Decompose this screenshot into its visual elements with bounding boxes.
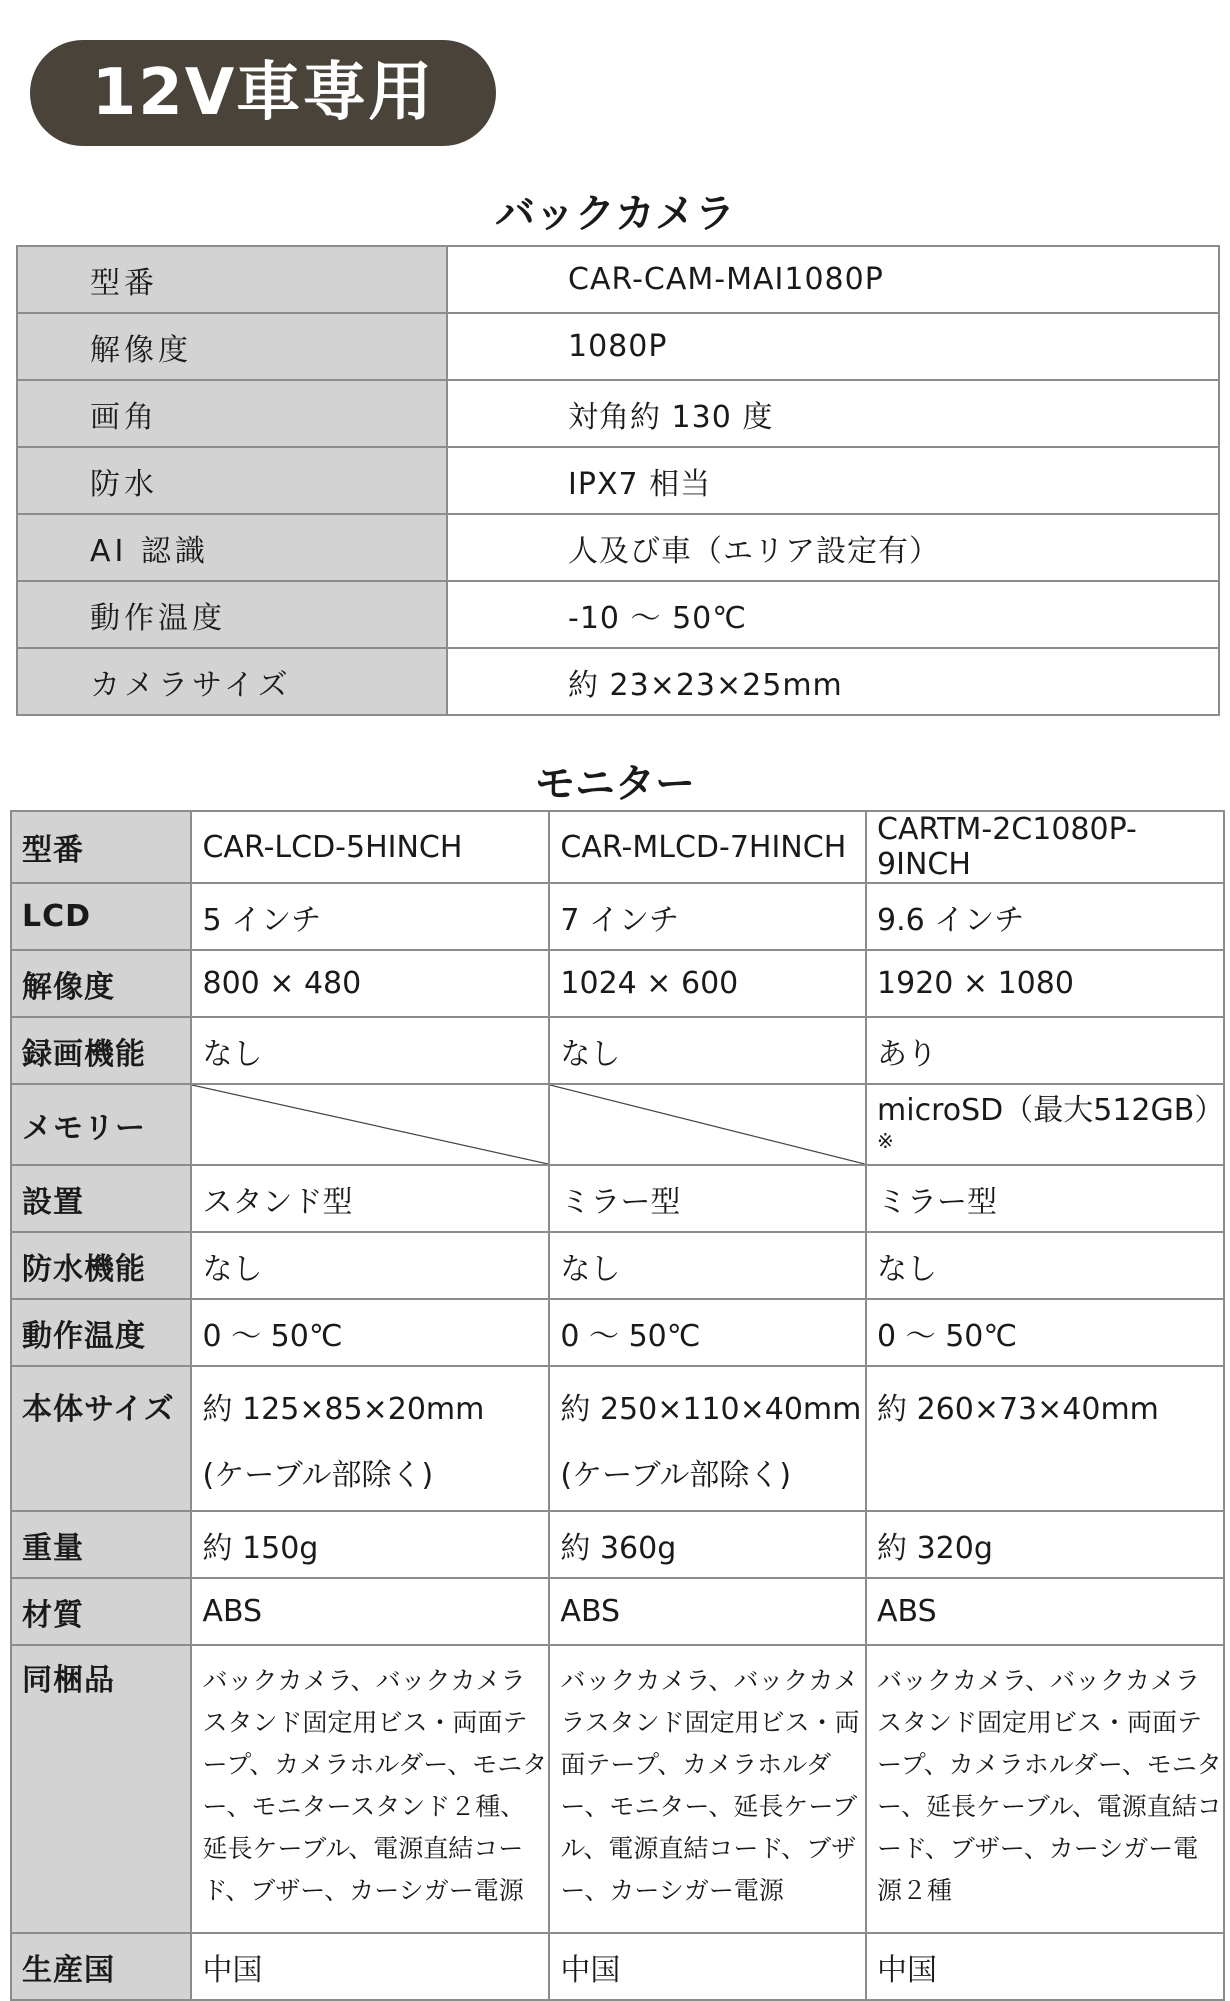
table-row [11,1084,1224,1165]
table-row [11,1366,1224,1511]
spec-label: 同梱品 [11,1645,191,1933]
spec-label: 動作温度 [11,1299,191,1366]
spec-value: 対角約 130 度 [447,380,1219,447]
spec-label: 動作温度 [17,581,447,648]
spec-label: 解像度 [11,950,191,1017]
spec-value: バックカメラ、バックカメラスタンド固定用ビス・両面テープ、カメラホルダー、モニター、延長ケーブル、電源直結コード、ブザー、カーシガー電源 [549,1645,866,1933]
spec-value [549,1366,866,1511]
diagonal-slash [550,1085,865,1164]
spec-value: 約 320g [866,1511,1224,1578]
table-row [17,447,1219,514]
spec-label: 型番 [11,811,191,883]
spec-value: -10 〜 50℃ [447,581,1219,648]
spec-value: 中国 [191,1933,549,2000]
table-row [17,514,1219,581]
spec-value: ABS [191,1578,549,1645]
spec-value: ABS [549,1578,866,1645]
memory-value: microSD（最大512GB） [877,1093,1225,1128]
table-row [11,1232,1224,1299]
spec-value: 約 360g [549,1511,866,1578]
table-row [11,1165,1224,1232]
spec-value: バックカメラ、バックカメラスタンド固定用ビス・両面テープ、カメラホルダー、モニター、モニタースタンド２種、延長ケーブル、電源直結コード、ブザー、カーシガー電源 [191,1645,549,1933]
spec-label: 設置 [11,1165,191,1232]
table-row [17,581,1219,648]
table-row [11,811,1224,883]
table-row [11,1017,1224,1084]
spec-value: あり [866,1017,1224,1084]
size-value: 約 125×85×20mm [202,1392,485,1427]
spec-label: メモリー [11,1084,191,1165]
spec-value: なし [866,1232,1224,1299]
spec-value: CAR-LCD-5HINCH [191,811,549,883]
spec-value: バックカメラ、バックカメラスタンド固定用ビス・両面テープ、カメラホルダー、モニター、延長ケーブル、電源直結コード、ブザー、カーシガー電源２種 [866,1645,1224,1933]
spec-value: スタンド型 [191,1165,549,1232]
spec-value [191,1366,549,1511]
spec-value: ミラー型 [866,1165,1224,1232]
diagonal-slash [192,1085,548,1164]
table-row [11,883,1224,950]
table-row [11,1578,1224,1645]
spec-label: 解像度 [17,313,447,380]
spec-value: 5 インチ [191,883,549,950]
spec-label: AI 認識 [17,514,447,581]
table-row [11,1645,1224,1933]
spec-label: LCD [11,883,191,950]
spec-label: 重量 [11,1511,191,1578]
not-applicable-cell [191,1084,549,1165]
spec-label: 防水機能 [11,1232,191,1299]
spec-label: 画角 [17,380,447,447]
monitor-spec-table [10,810,1225,2001]
table-row [17,648,1219,715]
footnote-mark: ※ [877,1129,894,1153]
spec-value [866,1084,1224,1165]
spec-value: ミラー型 [549,1165,866,1232]
table-row [11,1511,1224,1578]
spec-value: 0 〜 50℃ [866,1299,1224,1366]
table-row [11,950,1224,1017]
camera-spec-table [16,245,1220,716]
table-row [17,246,1219,313]
spec-value: 7 インチ [549,883,866,950]
spec-value [866,1366,1224,1511]
spec-value: CAR-MLCD-7HINCH [549,811,866,883]
spec-value: CAR-CAM-MAI1080P [447,246,1219,313]
spec-label: 本体サイズ [11,1366,191,1511]
spec-label: 材質 [11,1578,191,1645]
spec-value: 1920 × 1080 [866,950,1224,1017]
spec-value: IPX7 相当 [447,447,1219,514]
spec-value: ABS [866,1578,1224,1645]
spec-value: 0 〜 50℃ [191,1299,549,1366]
spec-value: 中国 [866,1933,1224,2000]
spec-label: 生産国 [11,1933,191,2000]
spec-value: なし [191,1017,549,1084]
spec-label: 防水 [17,447,447,514]
spec-value: 800 × 480 [191,950,549,1017]
spec-value: 人及び車（エリア設定有） [447,514,1219,581]
table-row [17,313,1219,380]
table-row [11,1299,1224,1366]
spec-value: 1080P [447,313,1219,380]
spec-value: 1024 × 600 [549,950,866,1017]
spec-value: なし [549,1017,866,1084]
table-row [11,1933,1224,2000]
spec-value: 中国 [549,1933,866,2000]
size-note: (ケーブル部除く) [560,1458,792,1493]
spec-value: 約 23×23×25mm [447,648,1219,715]
spec-value: なし [191,1232,549,1299]
not-applicable-cell [549,1084,866,1165]
spec-value: 約 150g [191,1511,549,1578]
monitor-section-title: モニター [535,761,695,807]
vehicle-badge: 12V車専用 [30,40,496,146]
size-value: 約 260×73×40mm [877,1392,1159,1427]
spec-value: なし [549,1232,866,1299]
table-row [17,380,1219,447]
camera-section-title: バックカメラ [495,191,735,237]
size-note: (ケーブル部除く) [202,1458,434,1493]
spec-label: 録画機能 [11,1017,191,1084]
spec-value: 0 〜 50℃ [549,1299,866,1366]
spec-value: CARTM-2C1080P-9INCH [866,811,1224,883]
spec-value: 9.6 インチ [866,883,1224,950]
spec-label: カメラサイズ [17,648,447,715]
spec-label: 型番 [17,246,447,313]
size-value: 約 250×110×40mm [560,1392,862,1427]
